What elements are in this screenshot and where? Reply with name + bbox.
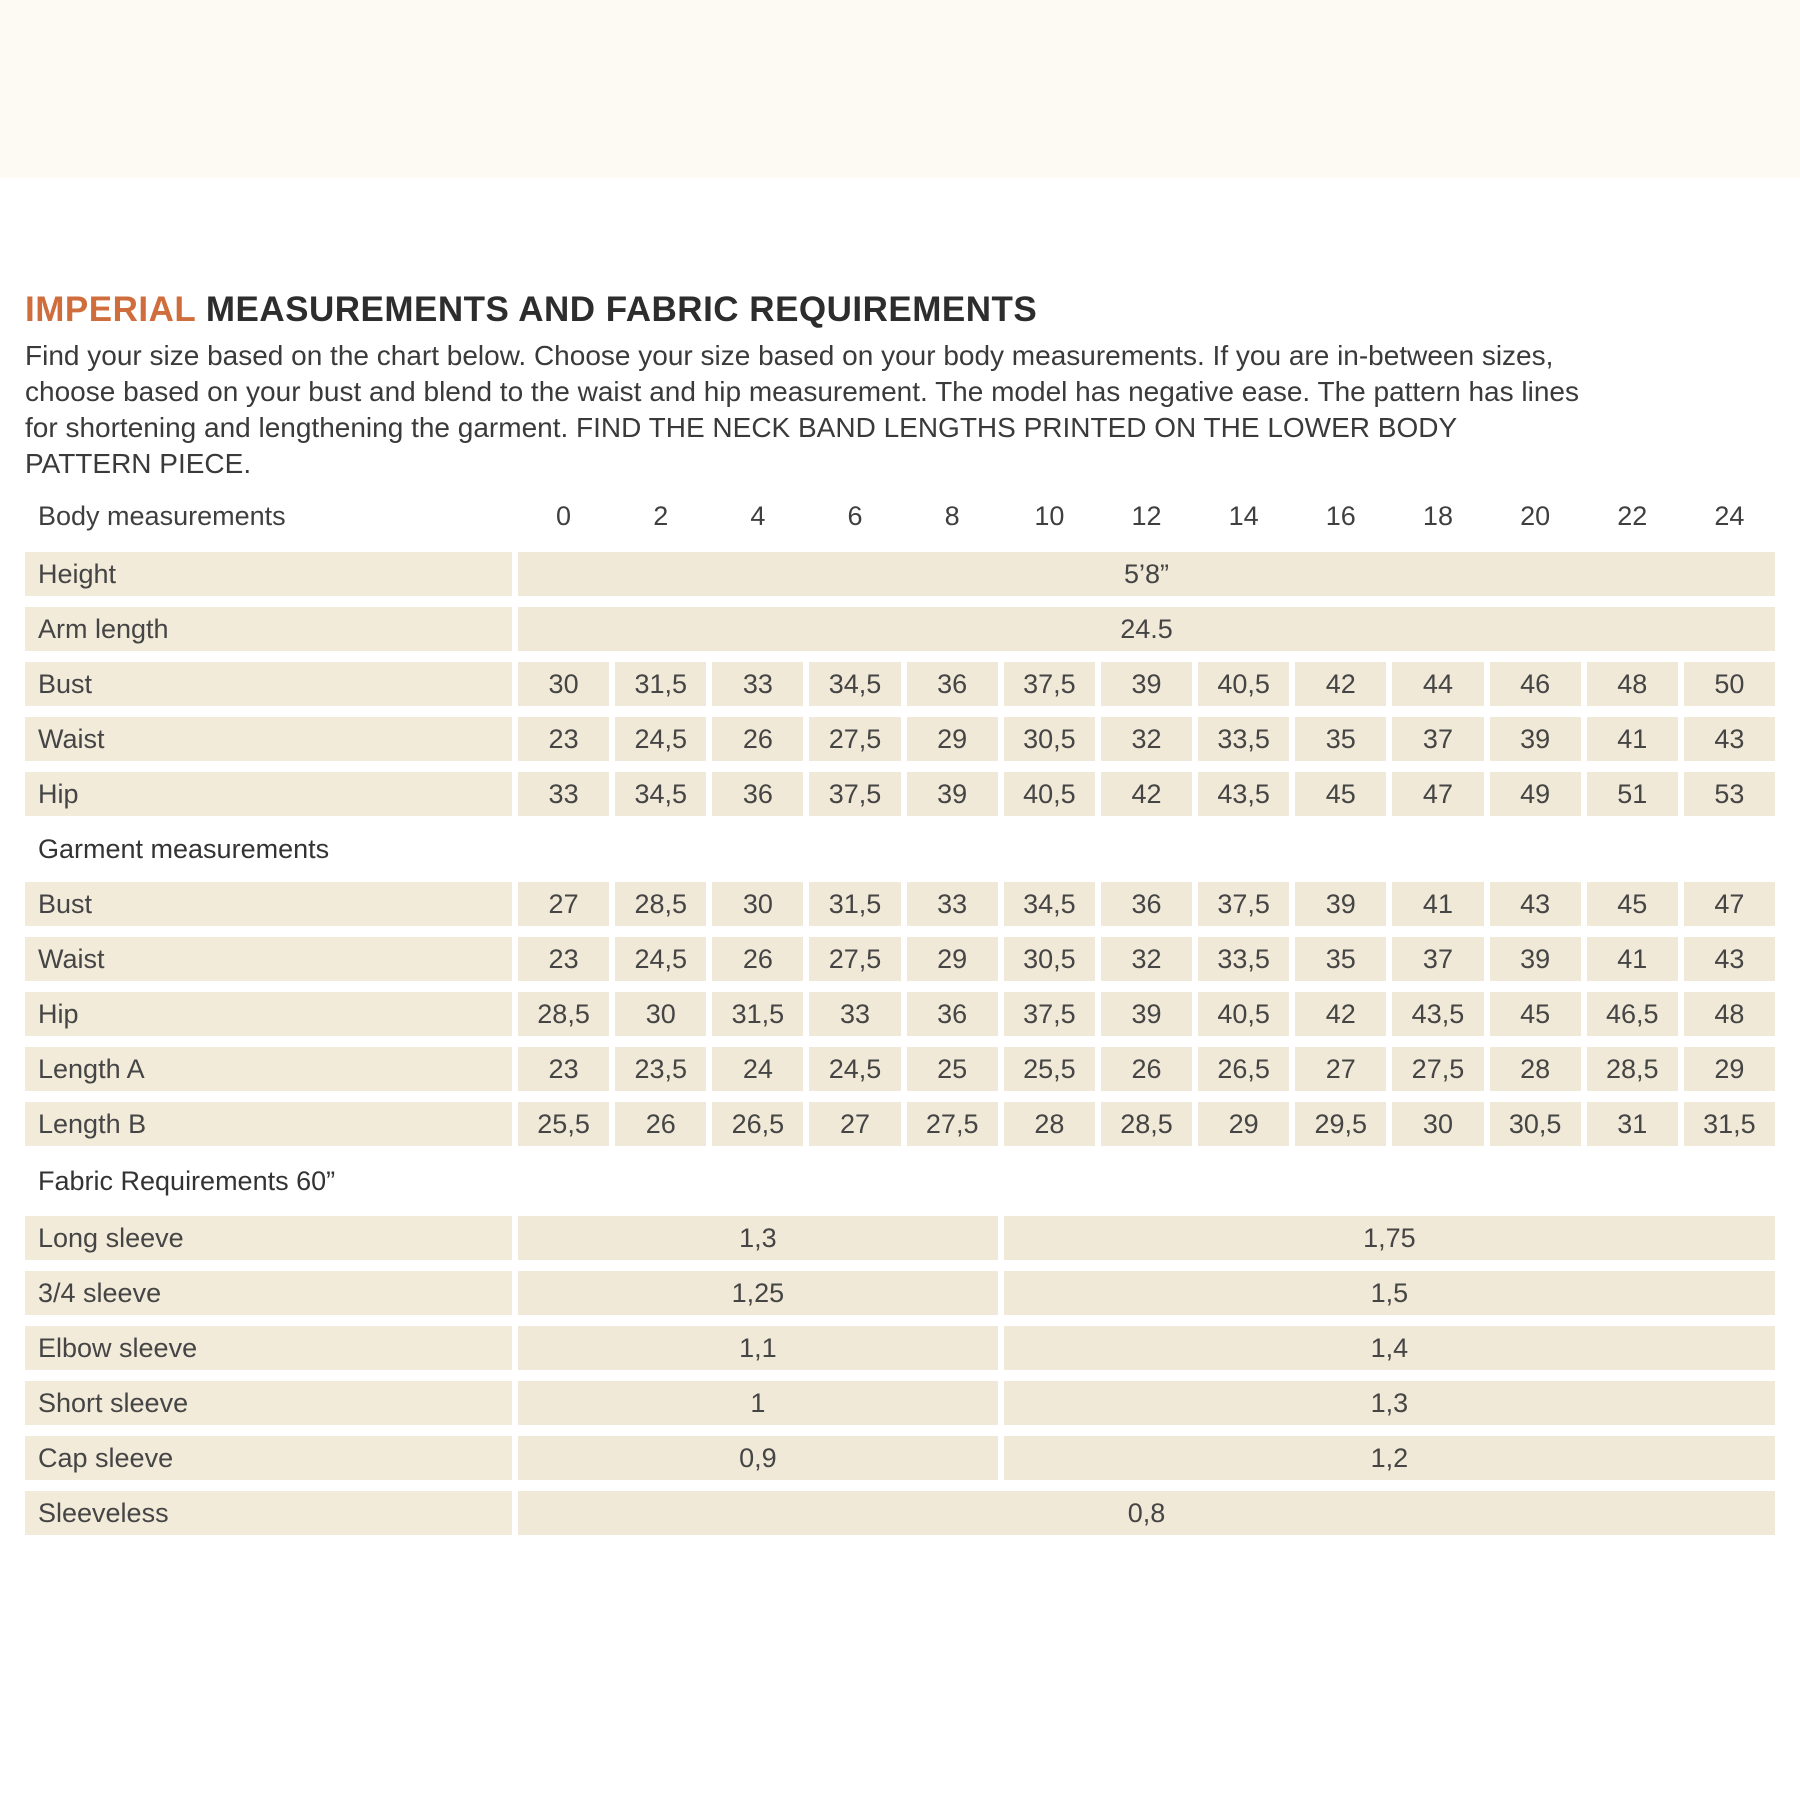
- value-cell: 29,5: [1295, 1102, 1386, 1146]
- value-cell: 45: [1587, 882, 1678, 926]
- value-cell: 39: [1295, 882, 1386, 926]
- fabric-requirements-heading: Fabric Requirements 60”: [38, 1165, 336, 1196]
- row-label: Bust: [25, 882, 512, 926]
- value-cell: 26: [1101, 1047, 1192, 1091]
- value-cell: 31,5: [615, 662, 706, 706]
- size-column-header-22: 22: [1617, 500, 1648, 531]
- value-cell: 30: [615, 992, 706, 1036]
- value-cell: 25: [907, 1047, 998, 1091]
- value-cell: 39: [1101, 662, 1192, 706]
- size-column-header-4: 4: [750, 500, 766, 531]
- value-cell: 29: [907, 937, 998, 981]
- value-cell: 46,5: [1587, 992, 1678, 1036]
- size-column-header-0: 0: [556, 500, 572, 531]
- value-cell: 48: [1587, 662, 1678, 706]
- title-imperial: IMPERIAL: [25, 290, 196, 329]
- row-label: Sleeveless: [25, 1491, 512, 1535]
- value-cell: 47: [1392, 772, 1483, 816]
- row-label: Cap sleeve: [25, 1436, 512, 1480]
- value-cell: 53: [1684, 772, 1775, 816]
- row-label: 3/4 sleeve: [25, 1271, 512, 1315]
- garment-measurements-heading: Garment measurements: [38, 833, 330, 864]
- span-value-cell: 24.5: [518, 607, 1775, 651]
- value-cell: 25,5: [1004, 1047, 1095, 1091]
- value-cell: 29: [907, 717, 998, 761]
- value-cell: 46: [1490, 662, 1581, 706]
- value-cell: 33: [712, 662, 803, 706]
- row-body-arm-length: [25, 607, 1775, 651]
- value-cell: 36: [712, 772, 803, 816]
- value-cell: 29: [1198, 1102, 1289, 1146]
- value-cell: 31,5: [809, 882, 900, 926]
- span-value-cell: 5’8”: [518, 552, 1775, 596]
- value-cell: 39: [1490, 937, 1581, 981]
- value-cell: 49: [1490, 772, 1581, 816]
- value-cell: 37,5: [1004, 992, 1095, 1036]
- value-cell: 30,5: [1004, 937, 1095, 981]
- value-cell: 23: [518, 937, 609, 981]
- fabric-large-sizes-cell: 1,75: [1004, 1216, 1775, 1260]
- value-cell: 33,5: [1198, 717, 1289, 761]
- value-cell: 28: [1004, 1102, 1095, 1146]
- chart-header-row: [25, 494, 1775, 538]
- row-label: Waist: [25, 937, 512, 981]
- chart-header-label: Body measurements: [38, 500, 286, 531]
- row-body-height: [25, 552, 1775, 596]
- value-cell: 37: [1392, 937, 1483, 981]
- value-cell: 30: [712, 882, 803, 926]
- row-label: Waist: [25, 717, 512, 761]
- value-cell: 36: [907, 662, 998, 706]
- fabric-small-sizes-cell: 1,3: [518, 1216, 998, 1260]
- value-cell: 23: [518, 717, 609, 761]
- page-content: [25, 0, 1775, 1546]
- row-garment-length-b: [25, 1102, 1775, 1146]
- row-label: Bust: [25, 662, 512, 706]
- span-value-cell: 0,8: [518, 1491, 1775, 1535]
- size-column-header-12: 12: [1131, 500, 1162, 531]
- row-label: Short sleeve: [25, 1381, 512, 1425]
- value-cell: 28,5: [518, 992, 609, 1036]
- row-garment-bust: [25, 882, 1775, 926]
- value-cell: 27: [518, 882, 609, 926]
- value-cell: 27: [809, 1102, 900, 1146]
- value-cell: 30,5: [1004, 717, 1095, 761]
- row-garment-hip: [25, 992, 1775, 1036]
- value-cell: 45: [1295, 772, 1386, 816]
- value-cell: 43: [1684, 717, 1775, 761]
- value-cell: 27,5: [809, 717, 900, 761]
- value-cell: 37: [1392, 717, 1483, 761]
- fabric-large-sizes-cell: 1,2: [1004, 1436, 1775, 1480]
- row-body-waist: [25, 717, 1775, 761]
- value-cell: 30: [518, 662, 609, 706]
- size-column-header-20: 20: [1520, 500, 1551, 531]
- value-cell: 34,5: [615, 772, 706, 816]
- value-cell: 33,5: [1198, 937, 1289, 981]
- value-cell: 39: [1101, 992, 1192, 1036]
- value-cell: 43: [1490, 882, 1581, 926]
- value-cell: 23: [518, 1047, 609, 1091]
- value-cell: 28,5: [615, 882, 706, 926]
- value-cell: 30,5: [1490, 1102, 1581, 1146]
- value-cell: 36: [907, 992, 998, 1036]
- value-cell: 33: [907, 882, 998, 926]
- value-cell: 48: [1684, 992, 1775, 1036]
- row-fabric-elbow-sleeve: [25, 1326, 1775, 1370]
- value-cell: 28: [1490, 1047, 1581, 1091]
- value-cell: 34,5: [809, 662, 900, 706]
- row-label: Height: [25, 552, 512, 596]
- fabric-large-sizes-cell: 1,5: [1004, 1271, 1775, 1315]
- row-body-hip: [25, 772, 1775, 816]
- value-cell: 42: [1295, 992, 1386, 1036]
- value-cell: 32: [1101, 717, 1192, 761]
- value-cell: 41: [1587, 937, 1678, 981]
- size-column-header-8: 8: [944, 500, 960, 531]
- row-label: Elbow sleeve: [25, 1326, 512, 1370]
- row-fabric-sleeveless: [25, 1491, 1775, 1535]
- value-cell: 24,5: [615, 717, 706, 761]
- size-column-header-6: 6: [847, 500, 863, 531]
- title-rest: MEASUREMENTS AND FABRIC REQUIREMENTS: [195, 290, 1038, 329]
- value-cell: 34,5: [1004, 882, 1095, 926]
- row-fabric-short-sleeve: [25, 1381, 1775, 1425]
- size-column-header-2: 2: [653, 500, 669, 531]
- fabric-small-sizes-cell: 1: [518, 1381, 998, 1425]
- value-cell: 35: [1295, 717, 1386, 761]
- row-fabric-3-4-sleeve: [25, 1271, 1775, 1315]
- value-cell: 37,5: [809, 772, 900, 816]
- value-cell: 27,5: [1392, 1047, 1483, 1091]
- value-cell: 23,5: [615, 1047, 706, 1091]
- value-cell: 32: [1101, 937, 1192, 981]
- value-cell: 27,5: [907, 1102, 998, 1146]
- value-cell: 43,5: [1392, 992, 1483, 1036]
- page-title: [25, 290, 1775, 330]
- value-cell: 29: [1684, 1047, 1775, 1091]
- value-cell: 31,5: [1684, 1102, 1775, 1146]
- value-cell: 25,5: [518, 1102, 609, 1146]
- size-chart: [25, 494, 1775, 1535]
- value-cell: 37,5: [1198, 882, 1289, 926]
- value-cell: 31,5: [712, 992, 803, 1036]
- value-cell: 50: [1684, 662, 1775, 706]
- row-fabric-long-sleeve: [25, 1216, 1775, 1260]
- value-cell: 24,5: [809, 1047, 900, 1091]
- value-cell: 40,5: [1198, 992, 1289, 1036]
- size-column-header-10: 10: [1034, 500, 1065, 531]
- value-cell: 40,5: [1198, 662, 1289, 706]
- value-cell: 42: [1101, 772, 1192, 816]
- row-label: Hip: [25, 992, 512, 1036]
- value-cell: 33: [809, 992, 900, 1036]
- size-column-header-18: 18: [1422, 500, 1453, 531]
- value-cell: 24,5: [615, 937, 706, 981]
- value-cell: 41: [1392, 882, 1483, 926]
- value-cell: 35: [1295, 937, 1386, 981]
- value-cell: 33: [518, 772, 609, 816]
- value-cell: 24: [712, 1047, 803, 1091]
- value-cell: 28,5: [1101, 1102, 1192, 1146]
- row-label: Long sleeve: [25, 1216, 512, 1260]
- value-cell: 47: [1684, 882, 1775, 926]
- value-cell: 37,5: [1004, 662, 1095, 706]
- row-garment-length-a: [25, 1047, 1775, 1091]
- value-cell: 45: [1490, 992, 1581, 1036]
- value-cell: 43: [1684, 937, 1775, 981]
- row-body-bust: [25, 662, 1775, 706]
- value-cell: 51: [1587, 772, 1678, 816]
- row-fabric-cap-sleeve: [25, 1436, 1775, 1480]
- row-garment-waist: [25, 937, 1775, 981]
- value-cell: 26: [615, 1102, 706, 1146]
- value-cell: 36: [1101, 882, 1192, 926]
- value-cell: 39: [907, 772, 998, 816]
- value-cell: 43,5: [1198, 772, 1289, 816]
- value-cell: 26,5: [1198, 1047, 1289, 1091]
- value-cell: 31: [1587, 1102, 1678, 1146]
- value-cell: 28,5: [1587, 1047, 1678, 1091]
- fabric-small-sizes-cell: 1,1: [518, 1326, 998, 1370]
- value-cell: 26,5: [712, 1102, 803, 1146]
- row-label: Arm length: [25, 607, 512, 651]
- value-cell: 44: [1392, 662, 1483, 706]
- value-cell: 41: [1587, 717, 1678, 761]
- size-column-header-14: 14: [1228, 500, 1259, 531]
- row-label: Length B: [25, 1102, 512, 1146]
- value-cell: 39: [1490, 717, 1581, 761]
- value-cell: 30: [1392, 1102, 1483, 1146]
- row-label: Length A: [25, 1047, 512, 1091]
- intro-text: Find your size based on the chart below. Choose your size based on your body measurements. If you are in-between sizes, choose based on your bust and blend to the waist and hip measurement. The model has negative ease. The pattern has lines for shortening and lengthening the garment. FIND THE NECK BAND LENGTHS PRINTED ON THE LOWER BODY PATTERN PIECE.: [25, 340, 1579, 479]
- value-cell: 40,5: [1004, 772, 1095, 816]
- value-cell: 27,5: [809, 937, 900, 981]
- fabric-large-sizes-cell: 1,4: [1004, 1326, 1775, 1370]
- fabric-small-sizes-cell: 1,25: [518, 1271, 998, 1315]
- value-cell: 26: [712, 717, 803, 761]
- size-column-header-24: 24: [1714, 500, 1745, 531]
- row-label: Hip: [25, 772, 512, 816]
- size-column-header-16: 16: [1325, 500, 1356, 531]
- fabric-small-sizes-cell: 0,9: [518, 1436, 998, 1480]
- value-cell: 42: [1295, 662, 1386, 706]
- fabric-large-sizes-cell: 1,3: [1004, 1381, 1775, 1425]
- value-cell: 26: [712, 937, 803, 981]
- value-cell: 27: [1295, 1047, 1386, 1091]
